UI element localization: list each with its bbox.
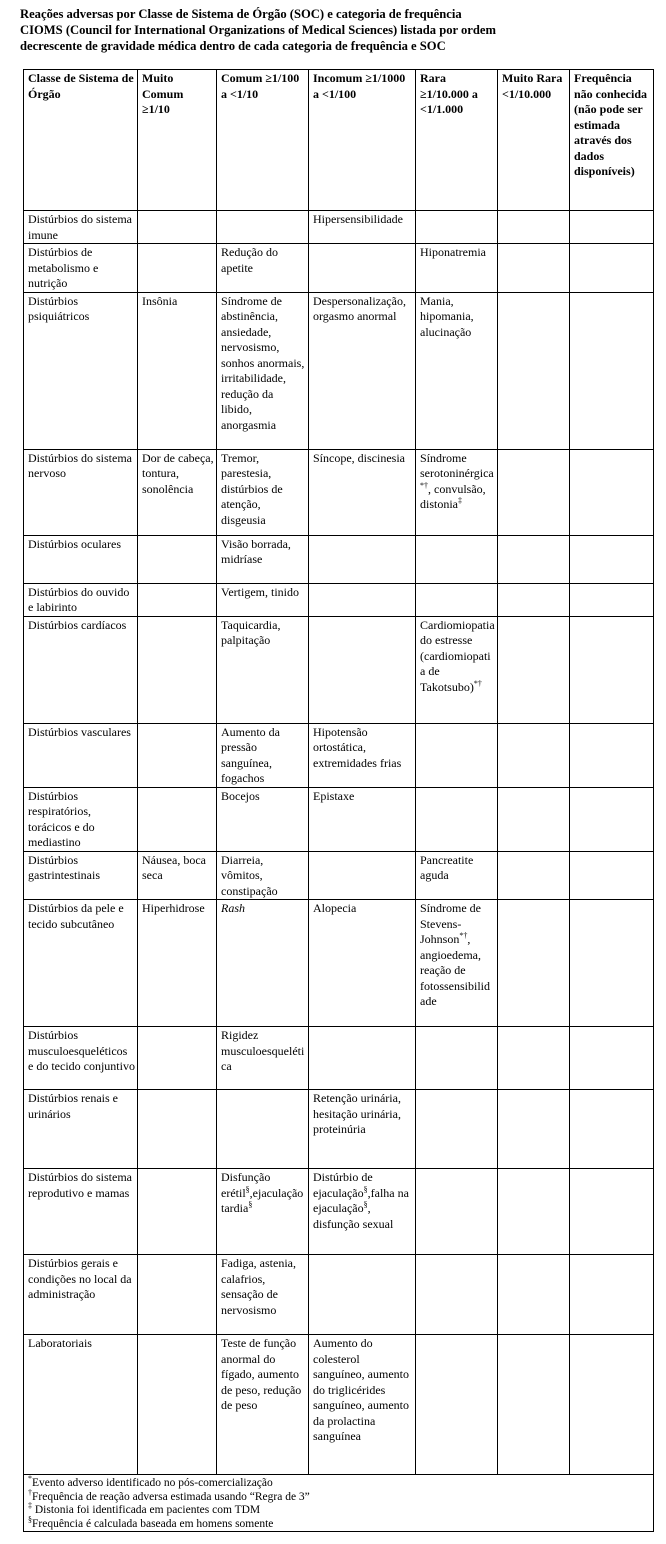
frequency-cell <box>309 616 416 723</box>
table-row <box>24 1090 654 1169</box>
frequency-cell: Aumento da pressão sanguínea, fogachos <box>217 723 309 787</box>
title-line-1: Reações adversas por Classe de Sistema de Órgão (SOC) e categoria de frequência <box>20 7 462 21</box>
frequency-cell <box>138 583 217 616</box>
header-cell: Rara ≥1/10.000 a <1/1.000 <box>416 70 498 211</box>
frequency-cell <box>498 1169 570 1255</box>
frequency-cell: Alopecia <box>309 900 416 1027</box>
table-row <box>24 292 654 449</box>
frequency-cell <box>570 900 654 1027</box>
organ-class-cell: Distúrbios do sistema nervoso <box>24 449 138 535</box>
frequency-cell: Distúrbio de ejaculação§,falha na ejaculação§, disfunção sexual <box>309 1169 416 1255</box>
frequency-cell <box>570 1027 654 1090</box>
frequency-cell <box>498 535 570 583</box>
frequency-cell: Disfunção erétil§,ejaculação tardia§ <box>217 1169 309 1255</box>
header-cell: Frequência não conhecida (não pode ser estimada através dos dados disponíveis) <box>570 70 654 211</box>
frequency-cell: Dor de cabeça, tontura, sonolência <box>138 449 217 535</box>
frequency-cell <box>138 1335 217 1475</box>
frequency-cell: Rash <box>217 900 309 1027</box>
header-cell: Comum ≥1/100 a <1/10 <box>217 70 309 211</box>
frequency-cell: Vertigem, tinido <box>217 583 309 616</box>
frequency-cell <box>570 244 654 293</box>
frequency-cell <box>498 211 570 244</box>
frequency-cell <box>570 787 654 851</box>
frequency-cell <box>498 583 570 616</box>
table-row <box>24 1169 654 1255</box>
frequency-cell: Hiperhidrose <box>138 900 217 1027</box>
frequency-cell <box>498 1335 570 1475</box>
organ-class-cell: Distúrbios de metabolismo e nutrição <box>24 244 138 293</box>
frequency-cell <box>309 1027 416 1090</box>
frequency-cell <box>498 449 570 535</box>
table-row <box>24 583 654 616</box>
frequency-cell: Mania, hipomania, alucinação <box>416 292 498 449</box>
frequency-cell <box>309 851 416 900</box>
footnotes-row <box>24 1475 654 1532</box>
footnote-4: §Frequência é calculada baseada em homens somente <box>28 1514 274 1530</box>
frequency-cell <box>570 449 654 535</box>
organ-class-cell: Distúrbios do ouvido e labirinto <box>24 583 138 616</box>
table-row <box>24 1335 654 1475</box>
frequency-cell: Epistaxe <box>309 787 416 851</box>
frequency-cell: Náusea, boca seca <box>138 851 217 900</box>
organ-class-cell: Distúrbios cardíacos <box>24 616 138 723</box>
organ-class-cell: Laboratoriais <box>24 1335 138 1475</box>
table-row <box>24 851 654 900</box>
frequency-cell <box>570 211 654 244</box>
frequency-cell: Síndrome de abstinência, ansiedade, nervosismo, sonhos anormais, irritabilidade, redução da libido, anorgasmia <box>217 292 309 449</box>
frequency-cell <box>309 535 416 583</box>
frequency-cell <box>416 1335 498 1475</box>
frequency-cell <box>416 1255 498 1335</box>
frequency-cell <box>416 1169 498 1255</box>
frequency-cell: Síncope, discinesia <box>309 449 416 535</box>
organ-class-cell: Distúrbios gerais e condições no local da administração <box>24 1255 138 1335</box>
frequency-cell <box>217 1090 309 1169</box>
frequency-cell: Aumento do colesterol sanguíneo, aumento do triglicérides sanguíneo, aumento da prolactina sanguínea <box>309 1335 416 1475</box>
footnotes-cell <box>24 1475 654 1532</box>
frequency-cell <box>570 583 654 616</box>
frequency-cell <box>217 211 309 244</box>
organ-class-cell: Distúrbios da pele e tecido subcutâneo <box>24 900 138 1027</box>
frequency-cell <box>416 723 498 787</box>
frequency-cell: Pancreatite aguda <box>416 851 498 900</box>
frequency-cell <box>138 787 217 851</box>
organ-class-cell: Distúrbios musculoesqueléticos e do tecido conjuntivo <box>24 1027 138 1090</box>
frequency-cell <box>416 787 498 851</box>
frequency-cell: Despersonalização, orgasmo anormal <box>309 292 416 449</box>
header-cell: Incomum ≥1/1000 a <1/100 <box>309 70 416 211</box>
table-row <box>24 723 654 787</box>
footnote-1: *Evento adverso identificado no pós-comercialização <box>28 1474 273 1489</box>
table-row <box>24 616 654 723</box>
organ-class-cell: Distúrbios vasculares <box>24 723 138 787</box>
table-row <box>24 900 654 1027</box>
frequency-cell: Insônia <box>138 292 217 449</box>
frequency-cell: Redução do apetite <box>217 244 309 293</box>
frequency-cell <box>309 1255 416 1335</box>
footnote-3: ‡ Distonia foi identificada em pacientes com TDM <box>28 1501 261 1517</box>
frequency-cell <box>138 723 217 787</box>
frequency-cell <box>416 1090 498 1169</box>
frequency-cell: Diarreia, vômitos, constipação <box>217 851 309 900</box>
frequency-cell <box>570 292 654 449</box>
frequency-cell <box>570 1090 654 1169</box>
frequency-cell <box>498 900 570 1027</box>
frequency-cell <box>570 1335 654 1475</box>
frequency-cell <box>498 1090 570 1169</box>
frequency-cell: Taquicardia, palpitação <box>217 616 309 723</box>
frequency-cell <box>570 616 654 723</box>
header-cell: Muito Rara <1/10.000 <box>498 70 570 211</box>
header-cell: Classe de Sistema de Órgão <box>24 70 138 211</box>
frequency-cell <box>570 723 654 787</box>
frequency-cell <box>498 616 570 723</box>
frequency-cell: Hipersensibilidade <box>309 211 416 244</box>
table-title <box>20 6 620 54</box>
frequency-cell <box>498 723 570 787</box>
frequency-cell <box>138 1169 217 1255</box>
table-row <box>24 1027 654 1090</box>
frequency-cell: Hipotensão ortostática, extremidades frias <box>309 723 416 787</box>
organ-class-cell: Distúrbios do sistema reprodutivo e mamas <box>24 1169 138 1255</box>
frequency-cell <box>416 583 498 616</box>
table-row <box>24 787 654 851</box>
frequency-cell <box>138 1027 217 1090</box>
frequency-cell <box>570 851 654 900</box>
frequency-cell <box>138 1255 217 1335</box>
table-body <box>24 211 654 1475</box>
frequency-cell: Fadiga, astenia, calafrios, sensação de nervosismo <box>217 1255 309 1335</box>
frequency-cell <box>138 211 217 244</box>
organ-class-cell: Distúrbios respiratórios, torácicos e do mediastino <box>24 787 138 851</box>
frequency-cell <box>416 1027 498 1090</box>
organ-class-cell: Distúrbios renais e urinários <box>24 1090 138 1169</box>
frequency-cell <box>498 1027 570 1090</box>
frequency-cell: Tremor, parestesia, distúrbios de atenção, disgeusia <box>217 449 309 535</box>
frequency-cell <box>498 292 570 449</box>
frequency-cell <box>570 535 654 583</box>
footnote-2: †Frequência de reação adversa estimada usando “Regra de 3” <box>28 1487 310 1503</box>
header-row <box>24 70 654 211</box>
header-cell: Muito Comum ≥1/10 <box>138 70 217 211</box>
frequency-cell <box>570 1169 654 1255</box>
frequency-cell <box>416 211 498 244</box>
frequency-cell <box>138 535 217 583</box>
frequency-cell <box>570 1255 654 1335</box>
organ-class-cell: Distúrbios gastrintestinais <box>24 851 138 900</box>
title-line-3: decrescente de gravidade médica dentro de cada categoria de frequência e SOC <box>20 39 446 53</box>
frequency-cell: Retenção urinária, hesitação urinária, proteinúria <box>309 1090 416 1169</box>
adverse-reactions-table <box>23 69 654 1532</box>
frequency-cell: Cardiomiopatia do estresse (cardiomiopatia de Takotsubo)*† <box>416 616 498 723</box>
table-row <box>24 244 654 293</box>
table-row <box>24 1255 654 1335</box>
organ-class-cell: Distúrbios psiquiátricos <box>24 292 138 449</box>
frequency-cell: Teste de função anormal do fígado, aumento de peso, redução de peso <box>217 1335 309 1475</box>
frequency-cell: Síndrome serotoninérgica*†, convulsão, distonia‡ <box>416 449 498 535</box>
frequency-cell: Bocejos <box>217 787 309 851</box>
table-row <box>24 211 654 244</box>
table-row <box>24 449 654 535</box>
frequency-cell <box>498 851 570 900</box>
frequency-cell: Síndrome de Stevens-Johnson*†, angioedema, reação de fotossensibilidade <box>416 900 498 1027</box>
frequency-cell <box>138 244 217 293</box>
frequency-cell <box>416 535 498 583</box>
frequency-cell <box>138 616 217 723</box>
frequency-cell <box>138 1090 217 1169</box>
frequency-cell: Rigidez musculoesquelética <box>217 1027 309 1090</box>
frequency-cell: Hiponatremia <box>416 244 498 293</box>
title-line-2: CIOMS (Council for International Organizations of Medical Sciences) listada por ordem <box>20 23 496 37</box>
organ-class-cell: Distúrbios do sistema imune <box>24 211 138 244</box>
frequency-cell <box>309 583 416 616</box>
frequency-cell <box>498 1255 570 1335</box>
organ-class-cell: Distúrbios oculares <box>24 535 138 583</box>
frequency-cell <box>309 244 416 293</box>
frequency-cell <box>498 787 570 851</box>
frequency-cell <box>498 244 570 293</box>
frequency-cell: Visão borrada, midríase <box>217 535 309 583</box>
table-row <box>24 535 654 583</box>
